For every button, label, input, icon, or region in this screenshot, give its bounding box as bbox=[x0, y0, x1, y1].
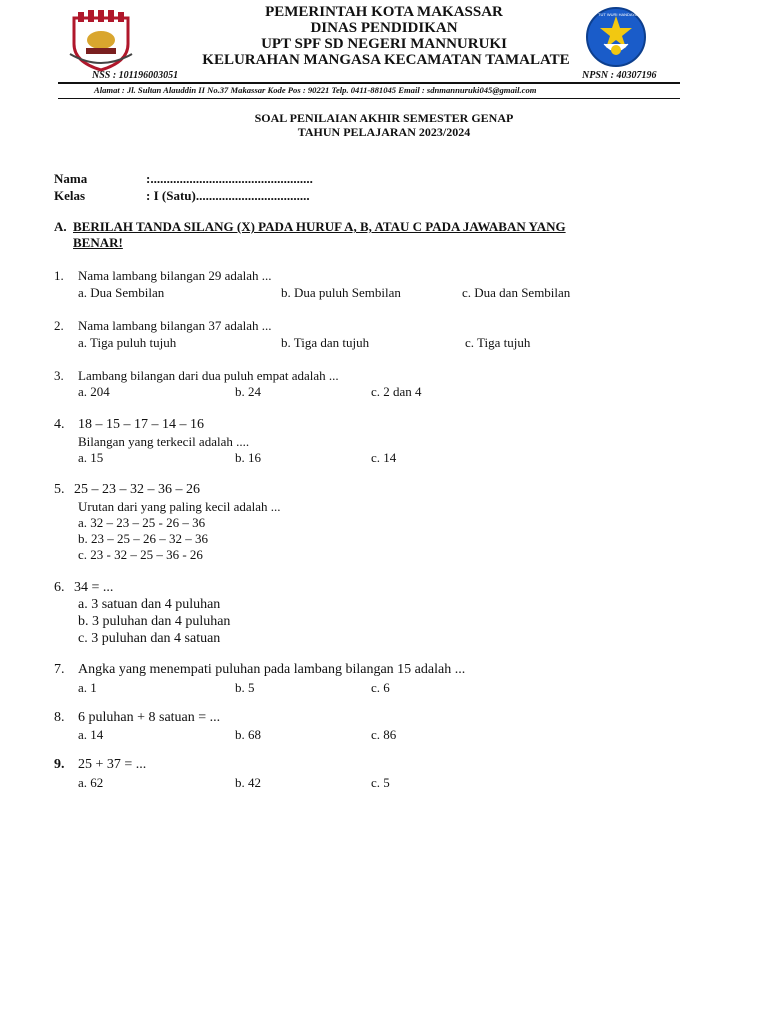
question-subtext: Bilangan yang terkecil adalah .... bbox=[78, 434, 250, 449]
question-text: Angka yang menempati puluhan pada lambang bilangan 15 adalah ... bbox=[78, 662, 466, 677]
question-number: 1. bbox=[54, 268, 64, 283]
question-text: 25 + 37 = ... bbox=[78, 757, 147, 772]
nss-number: NSS : 101196003051 bbox=[92, 70, 179, 81]
option-b[interactable]: b. Dua puluh Sembilan bbox=[281, 285, 401, 300]
option-c[interactable]: c. 23 - 32 – 25 – 36 - 26 bbox=[78, 547, 203, 562]
option-b[interactable]: b. 68 bbox=[235, 727, 261, 742]
section-instruction-line2: BENAR! bbox=[73, 235, 123, 250]
option-b[interactable]: b. Tiga dan tujuh bbox=[281, 335, 370, 350]
option-c[interactable]: c. 2 dan 4 bbox=[371, 384, 422, 399]
option-b[interactable]: b. 23 – 25 – 26 – 32 – 36 bbox=[78, 531, 208, 546]
name-label: Nama bbox=[54, 171, 88, 186]
exam-year: TAHUN PELAJARAN 2023/2024 bbox=[297, 125, 471, 139]
option-a[interactable]: a. Dua Sembilan bbox=[78, 285, 165, 300]
option-b[interactable]: b. 24 bbox=[235, 384, 261, 399]
option-b[interactable]: b. 3 puluhan dan 4 puluhan bbox=[78, 614, 231, 629]
question-text: 25 – 23 – 32 – 36 – 26 bbox=[74, 482, 200, 497]
npsn-number: NPSN : 40307196 bbox=[582, 70, 657, 81]
option-c[interactable]: c. 6 bbox=[371, 680, 390, 695]
option-b[interactable]: b. 42 bbox=[235, 775, 261, 790]
option-b[interactable]: b. 5 bbox=[235, 680, 255, 695]
option-c[interactable]: c. 5 bbox=[371, 775, 390, 790]
option-a[interactable]: a. 32 – 23 – 25 - 26 – 36 bbox=[78, 515, 206, 530]
question-number: 4. bbox=[54, 417, 65, 432]
option-a[interactable]: a. 15 bbox=[78, 450, 104, 465]
question-text: Nama lambang bilangan 37 adalah ... bbox=[78, 318, 272, 333]
question-number: 9. bbox=[54, 757, 65, 772]
question-number: 5. bbox=[54, 482, 65, 497]
question-text: 6 puluhan + 8 satuan = ... bbox=[78, 710, 221, 725]
tut-wuri-logo-caption: TUT WURI HANDAYANI bbox=[598, 12, 642, 17]
question-text: 34 = ... bbox=[74, 580, 114, 595]
header-divider-bottom bbox=[58, 98, 680, 99]
exam-title: SOAL PENILAIAN AKHIR SEMESTER GENAP bbox=[254, 111, 514, 125]
option-c[interactable]: c. Tiga tujuh bbox=[465, 335, 531, 350]
question-text: 18 – 15 – 17 – 14 – 16 bbox=[78, 417, 204, 432]
class-field[interactable]: : I (Satu)................................... bbox=[146, 188, 310, 203]
option-c[interactable]: c. Dua dan Sembilan bbox=[462, 285, 571, 300]
question-text: Nama lambang bilangan 29 adalah ... bbox=[78, 268, 272, 283]
option-a[interactable]: a. 14 bbox=[78, 727, 104, 742]
option-a[interactable]: a. Tiga puluh tujuh bbox=[78, 335, 177, 350]
school-address: Alamat : Jl. Sultan Alauddin II No.37 Makassar Kode Pos : 90221 Telp. 0411-881045 Email : sdnmannuruki045@gmail.com bbox=[94, 85, 537, 95]
class-label: Kelas bbox=[54, 188, 86, 203]
option-c[interactable]: c. 3 puluhan dan 4 satuan bbox=[78, 631, 221, 646]
option-b[interactable]: b. 16 bbox=[235, 450, 261, 465]
option-c[interactable]: c. 86 bbox=[371, 727, 397, 742]
option-a[interactable]: a. 3 satuan dan 4 puluhan bbox=[78, 597, 221, 612]
question-number: 8. bbox=[54, 710, 65, 725]
header-divider-top bbox=[58, 82, 680, 84]
section-letter: A. bbox=[54, 219, 67, 234]
header-district: KELURAHAN MANGASA KECAMATAN TAMALATE bbox=[202, 52, 570, 68]
header-department: DINAS PENDIDIKAN bbox=[310, 20, 458, 36]
question-text: Lambang bilangan dari dua puluh empat adalah ... bbox=[78, 368, 339, 383]
question-number: 2. bbox=[54, 318, 64, 333]
header-school: UPT SPF SD NEGERI MANNURUKI bbox=[261, 36, 507, 52]
option-a[interactable]: a. 204 bbox=[78, 384, 110, 399]
question-number: 7. bbox=[54, 662, 65, 677]
header-government: PEMERINTAH KOTA MAKASSAR bbox=[265, 4, 503, 20]
question-number: 6. bbox=[54, 580, 65, 595]
option-a[interactable]: a. 62 bbox=[78, 775, 104, 790]
name-field[interactable]: :.................................................. bbox=[146, 171, 313, 186]
option-c[interactable]: c. 14 bbox=[371, 450, 397, 465]
question-number: 3. bbox=[54, 368, 64, 383]
section-instruction-line1: BERILAH TANDA SILANG (X) PADA HURUF A, B, ATAU C PADA JAWABAN YANG bbox=[73, 219, 566, 234]
option-a[interactable]: a. 1 bbox=[78, 680, 97, 695]
question-subtext: Urutan dari yang paling kecil adalah ... bbox=[78, 499, 281, 514]
